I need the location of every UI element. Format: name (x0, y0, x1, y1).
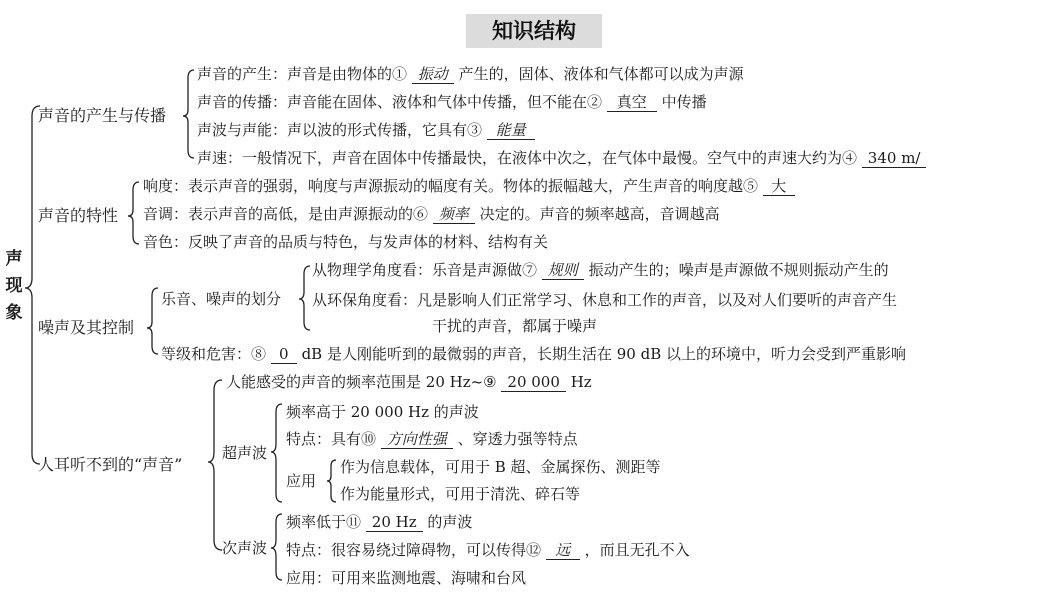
ultra-app-1: 作为信息载体，可用于 B 超、金属探伤、测距等 (340, 458, 661, 476)
root-char: 声 (5, 249, 23, 269)
s4-label: 人耳听不到的“声音” (38, 455, 183, 474)
text: 频率低于⑪ (286, 513, 362, 531)
s3-brace (147, 288, 158, 354)
text: 特点：具有⑩ (286, 430, 377, 448)
text: 特点：很容易绕过障碍物，可以传得⑫ (286, 541, 542, 559)
answer-blank: 20 000 (501, 373, 566, 392)
text: 中传播 (661, 93, 707, 111)
answer-blank: 规则 (542, 261, 584, 280)
infra-line-frequency (286, 512, 472, 532)
text: 音调：表示声音的高低，是由声源振动的⑥ (143, 205, 429, 223)
s2-line-pitch (143, 204, 720, 224)
s3-sub-brace (299, 266, 310, 330)
page-title: 知识结构 (466, 14, 602, 48)
root-brace (25, 106, 40, 464)
s1-line-speed (197, 148, 926, 168)
s1-brace (183, 70, 194, 158)
s2-line-timbre: 音色：反映了声音的品质与特色，与发声体的材料、结构有关 (143, 233, 549, 251)
text: 振动产生的；噪声是声源做不规则振动产生的 (588, 261, 889, 279)
s1-line-energy (197, 120, 535, 140)
text: 响度：表示声音的强弱，响度与声源振动的幅度有关。物体的振幅越大，产生声音的响度越⑤ (143, 177, 759, 195)
s3-label: 噪声及其控制 (38, 318, 135, 337)
s3-line-environment-cont: 干扰的声音，都属于噪声 (432, 317, 598, 335)
s2-line-loudness (143, 176, 795, 196)
text: 声速：一般情况下，声音在固体中传播最快，在液体中次之，在气体中最慢。空气中的声速大约为④ (197, 149, 858, 167)
answer-blank: 方向性强 (381, 430, 453, 449)
text: 声音的产生：声音是由物体的① (197, 65, 408, 83)
root-char: 象 (5, 303, 23, 323)
s1-line-production (197, 64, 744, 84)
infra-line-application: 应用：可用来监测地震、海啸和台风 (286, 569, 527, 587)
text: 从物理学角度看：乐音是声源做⑦ (312, 261, 538, 279)
answer-blank: 大 (763, 177, 795, 196)
answer-blank: 能量 (487, 121, 535, 140)
text: 产生的，固体、液体和气体都可以成为声源 (458, 65, 744, 83)
s3-sub-label: 乐音、噪声的划分 (161, 290, 282, 308)
s3-line-level (161, 344, 906, 364)
s1-label: 声音的产生与传播 (38, 106, 167, 125)
app-brace (327, 460, 336, 502)
answer-blank: 真空 (607, 93, 657, 112)
text: 人能感受的声音的频率范围是 20 Hz~⑨ (226, 373, 497, 391)
s2-brace (128, 182, 139, 244)
answer-blank: 频率 (433, 205, 475, 224)
answer-blank: 远 (546, 541, 580, 560)
answer-blank: 振动 (412, 65, 454, 84)
infra-line-feature (286, 540, 690, 560)
ultra-line-frequency: 频率高于 20 000 Hz 的声波 (286, 403, 479, 421)
ultra-app-label: 应用 (286, 472, 317, 490)
text: 声波与声能：声以波的形式传播，它具有③ (197, 121, 483, 139)
s4-brace (208, 380, 222, 550)
text: Hz (570, 373, 592, 391)
ultra-app-2: 作为能量形式，可用于清洗、碎石等 (340, 485, 581, 503)
text: ，而且无孔不入 (584, 541, 690, 559)
s3-line-physics (312, 260, 889, 280)
infra-label: 次声波 (222, 539, 268, 557)
text: 决定的。声音的频率越高，音调越高 (479, 205, 720, 223)
infra-brace (271, 514, 282, 580)
answer-blank: 340 m/ (862, 149, 927, 168)
text: 的声波 (427, 513, 473, 531)
s1-line-propagation (197, 92, 707, 112)
text: dB 是人刚能听到的最微弱的声音，长期生活在 90 dB 以上的环境中，听力会受到严重影响 (301, 345, 906, 363)
ultra-brace (271, 404, 282, 502)
answer-blank: 20 Hz (366, 513, 423, 532)
answer-blank: 0 (271, 345, 297, 364)
s2-label: 声音的特性 (38, 206, 119, 225)
s4-line-range (226, 372, 592, 392)
ultra-line-feature (286, 429, 578, 449)
s3-line-environment: 从环保角度看：凡是影响人们正常学习、休息和工作的声音，以及对人们要听的声音产生 (312, 291, 898, 309)
ultra-label: 超声波 (222, 444, 268, 462)
text: 声音的传播：声音能在固体、液体和气体中传播，但不能在② (197, 93, 603, 111)
text: 等级和危害：⑧ (161, 345, 267, 363)
root-char: 现 (5, 276, 23, 296)
text: 、穿透力强等特点 (457, 430, 578, 448)
